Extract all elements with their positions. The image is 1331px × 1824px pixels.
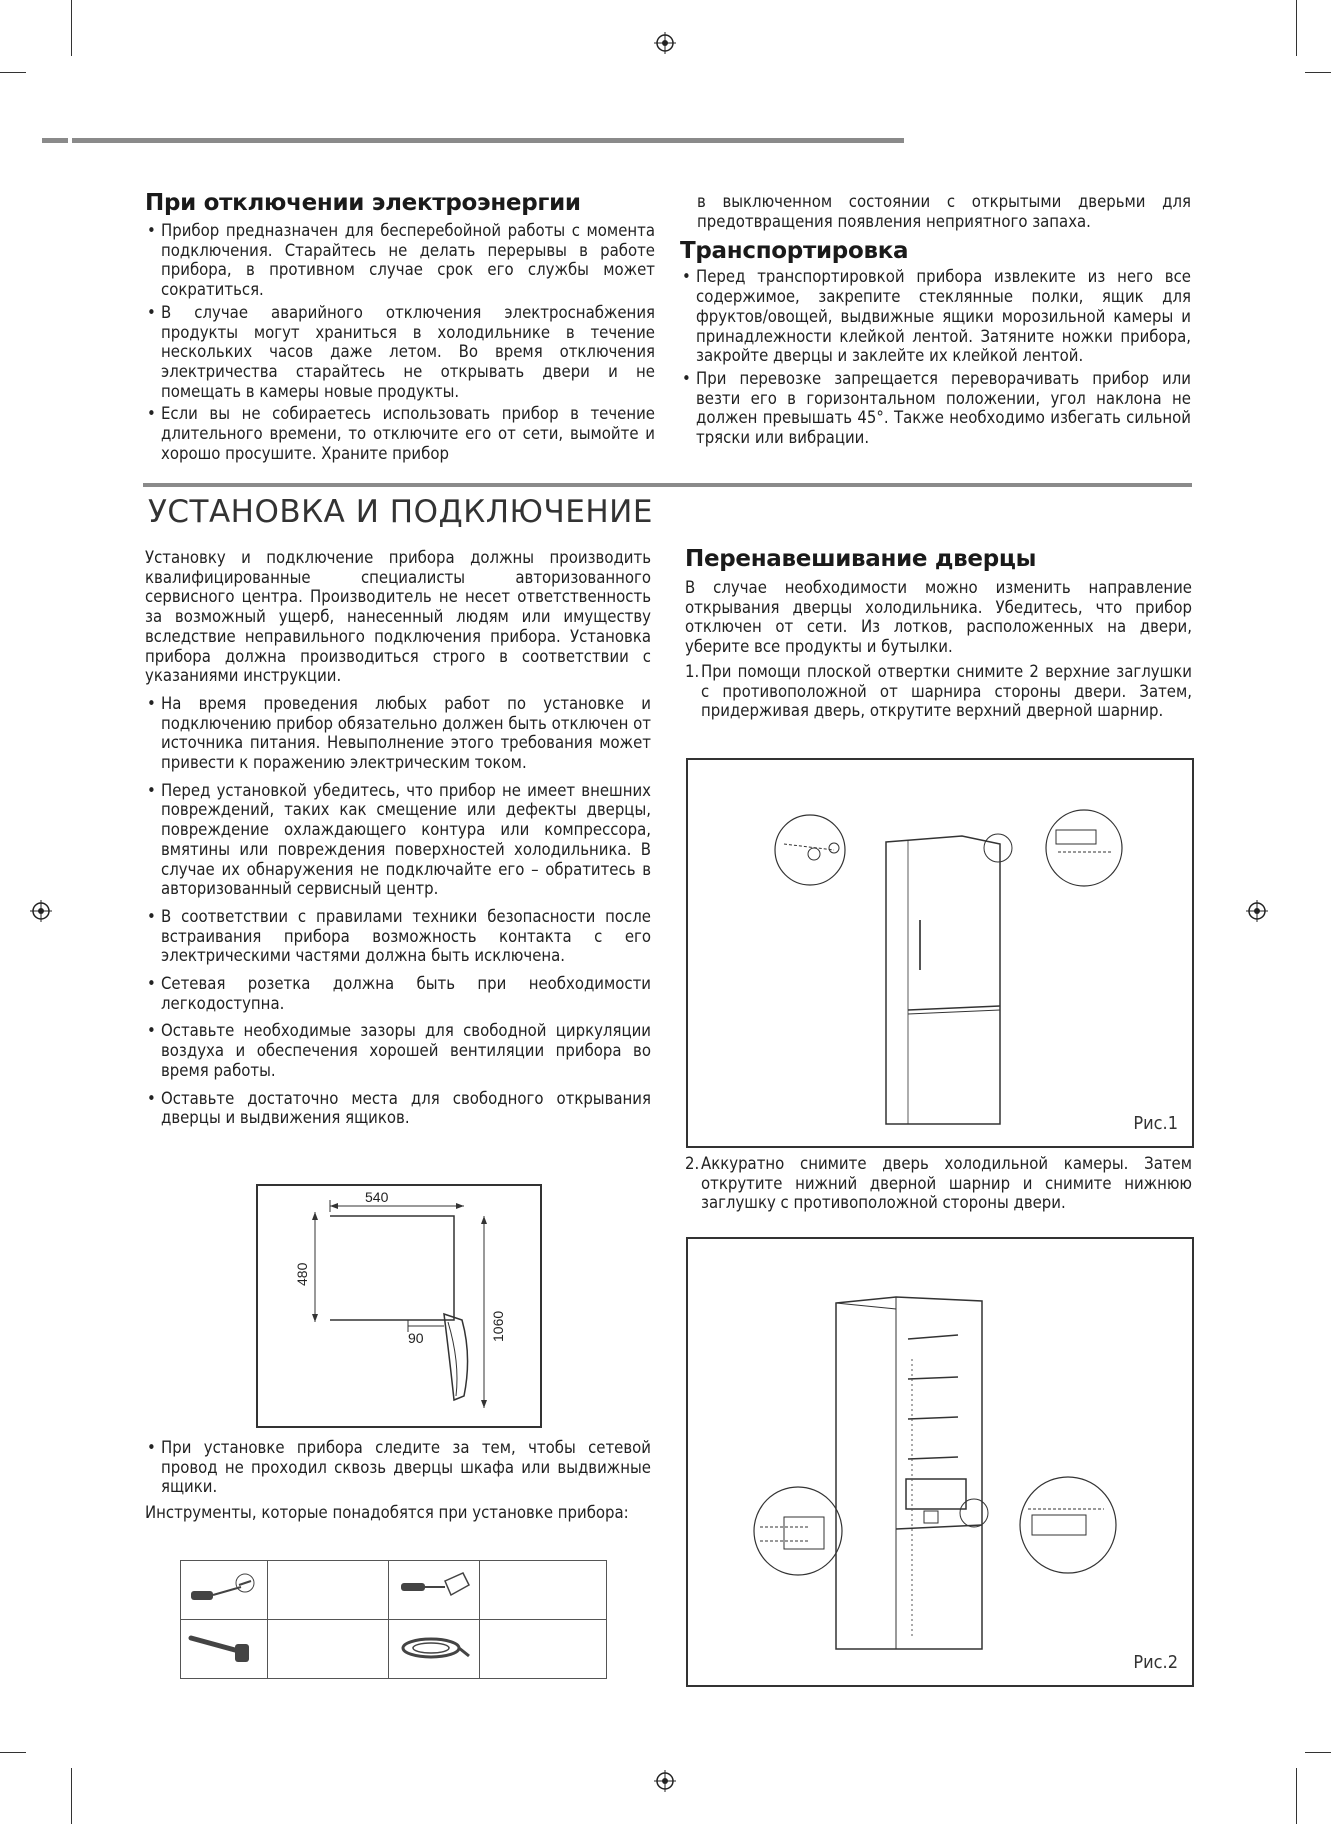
tool-cell	[480, 1561, 607, 1620]
registration-mark-icon	[1246, 900, 1268, 922]
clearance-drawing	[258, 1186, 540, 1426]
header-bar	[72, 138, 904, 143]
step-1	[685, 662, 1192, 721]
registration-mark-icon	[654, 1770, 676, 1792]
tools-text: Инструменты, которые понадобятся при установке прибора:	[145, 1503, 629, 1523]
figure-1-label: Рис.1	[1133, 1113, 1178, 1134]
crop-mark	[71, 1768, 72, 1824]
step-text: При помощи плоской отвертки снимите 2 верхние заглушки с противоположной от шарнира стороны двери. Затем, придерживая дверь, открутите верхний дверной шарнир.	[701, 661, 1192, 721]
door-heading: Перенавешивание дверцы	[685, 546, 1037, 572]
list-item: • Сетевая розетка должна быть при необходимости легкодоступна.	[145, 974, 651, 1013]
tool-cell	[389, 1620, 480, 1679]
tool-cell	[181, 1561, 268, 1620]
install-intro: Установку и подключение прибора должны производить квалифицированные специалисты авторизованного сервисного центра. Производитель не несет ответственность за возможный ущерб, нанесенный людям или имуществу вследствие неправильного подключения прибора. Установка прибора должна производиться строго в соответствии с указаниями инструкции.	[145, 548, 651, 686]
step-number: 2.	[685, 1154, 700, 1173]
tool-cell	[389, 1561, 480, 1620]
figure-1-drawing	[688, 760, 1192, 1146]
list-item: • В случае аварийного отключения электроснабжения продукты могут храниться в холодильнике в течение нескольких часов даже летом. Во время отключения электричества старайтесь не открывать двери и не помещать в камеры новые продукты.	[145, 303, 655, 402]
power-outage-section	[145, 190, 655, 466]
step-2-block	[685, 1154, 1192, 1213]
list-item: • Оставьте необходимые зазоры для свободной циркуляции воздуха и обеспечения хорошей вентиляции прибора во время работы.	[145, 1021, 651, 1080]
dim-width-label: 540	[365, 1189, 389, 1205]
crop-mark	[0, 72, 26, 73]
crop-mark	[71, 0, 72, 56]
list-item: • В соответствии с правилами техники безопасности после встраивания прибора возможность контакта с его электрическими частями должна быть исключена.	[145, 907, 651, 966]
list-item: • Оставьте достаточно места для свободного открывания дверцы и выдвижения ящиков.	[145, 1089, 651, 1128]
list-item: • Перед транспортировкой прибора извлеките из него все содержимое, закрепите стеклянные полки, ящик для фруктов/овощей, выдвижные ящики морозильной камеры и принадлежности клейкой лентой. Затяните ножки прибора, закройте дверцы и заклейте их клейкой лентой.	[680, 267, 1191, 366]
tools-table	[180, 1560, 607, 1679]
continuation-text: в выключенном состоянии с открытыми дверьми для предотвращения появления неприятного запаха.	[697, 192, 1191, 231]
figure-1	[686, 758, 1194, 1148]
list-item: • При установке прибора следите за тем, чтобы сетевой провод не проходил сквозь дверцы шкафа или выдвижные ящики.	[145, 1438, 651, 1497]
figure-2-label: Рис.2	[1133, 1652, 1178, 1673]
registration-mark-icon	[30, 900, 52, 922]
list-item: • Если вы не собираетесь использовать прибор в течение длительного времени, то отключите его от сети, вымойте и хорошо просушите. Храните прибор	[145, 404, 655, 463]
section-divider	[143, 483, 1192, 487]
crop-mark	[1296, 0, 1297, 56]
transport-section	[680, 192, 1191, 451]
crop-mark	[1305, 1752, 1331, 1753]
list-item: • При перевозке запрещается переворачивать прибор или везти его в горизонтальном положении, угол наклона не должен превышать 45°. Также необходимо избегать сильной тряски или вибрации.	[680, 369, 1191, 448]
wrench-icon	[181, 1620, 267, 1674]
list-item: • Перед установкой убедитесь, что прибор не имеет внешних повреждений, таких как смещение или дефекты дверцы, повреждение охлаждающего контура или компрессора, вмятины или повреждения поверхностей холодильника. В случае их обнаружения не подключайте его – обратитесь в авторизованный сервисный центр.	[145, 781, 651, 899]
power-outage-heading: При отключении электроэнергии	[145, 190, 581, 216]
install-section	[145, 548, 651, 1131]
step-2	[685, 1154, 1192, 1213]
tool-cell	[268, 1561, 389, 1620]
step-text: Аккуратно снимите дверь холодильной камеры. Затем открутите нижний дверной шарнир и снимите нижнюю заглушку с противоположной стороны двери.	[701, 1154, 1192, 1213]
crop-mark	[1296, 1768, 1297, 1824]
tool-cell	[480, 1620, 607, 1679]
door-section	[685, 546, 1192, 721]
screwdriver-icon	[181, 1561, 267, 1615]
step-number: 1.	[685, 661, 700, 681]
putty-knife-icon	[389, 1561, 479, 1615]
clearance-diagram	[256, 1184, 542, 1428]
registration-mark-icon	[654, 32, 676, 54]
header-bar-short	[42, 138, 68, 143]
dim-height-label: 1060	[490, 1310, 506, 1342]
crop-mark	[0, 1752, 26, 1753]
list-item: • На время проведения любых работ по установке и подключению прибор обязательно должен быть отключен от источника питания. Невыполнение этого требования может привести к поражению электрическим током.	[145, 694, 651, 773]
crop-mark	[1305, 72, 1331, 73]
transport-heading: Транспортировка	[680, 238, 909, 265]
dim-depth-label: 480	[294, 1262, 310, 1286]
tool-cell	[181, 1620, 268, 1679]
section-title: УСТАНОВКА И ПОДКЛЮЧЕНИЕ	[148, 494, 653, 530]
figure-2	[686, 1237, 1194, 1687]
figure-2-drawing	[688, 1239, 1192, 1685]
list-item: • Прибор предназначен для бесперебойной работы с момента подключения. Старайтесь не делать перерывы в работе прибора, в противном случае срок его службы может сократиться.	[145, 221, 655, 300]
tape-roll-icon	[389, 1620, 479, 1674]
install-notes	[145, 1438, 651, 1523]
door-intro: В случае необходимости можно изменить направление открывания дверцы холодильника. Убедитесь, что прибор отключен от сети. Из лотков, расположенных на двери, уберите все продукты и бутылки.	[685, 578, 1192, 657]
dim-angle-label: 90	[408, 1330, 424, 1346]
tool-cell	[268, 1620, 389, 1679]
